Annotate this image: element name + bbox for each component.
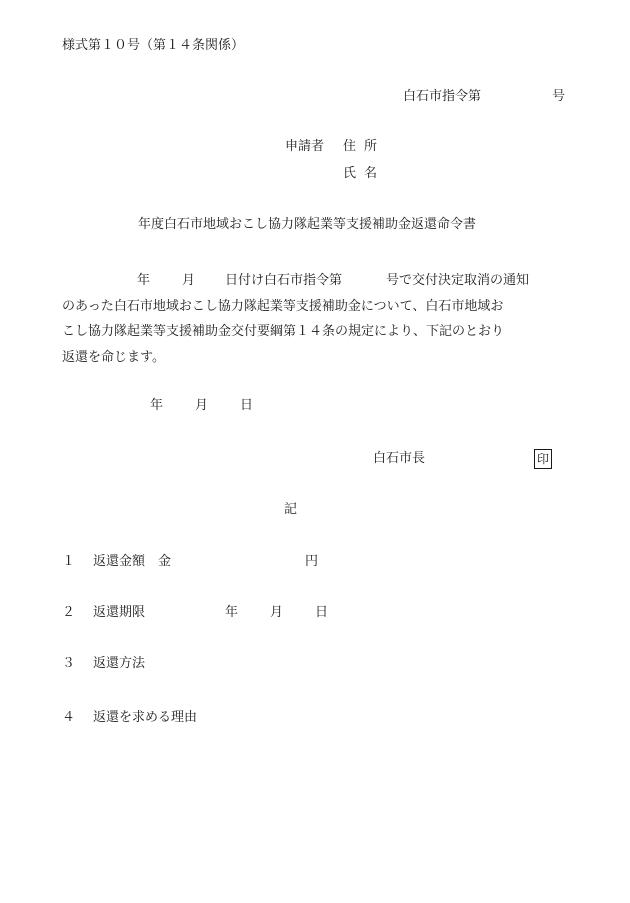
item-label: 返還金額: [93, 554, 146, 569]
body-line-1-rest: 日付け白石市指令第: [225, 273, 343, 288]
issue-date-day: 日: [240, 398, 254, 413]
seal-stamp: 印: [534, 449, 552, 469]
form-number: 様式第１０号（第１４条関係）: [62, 38, 245, 53]
deadline-month: 月: [270, 605, 284, 620]
deadline-year: 年: [225, 605, 239, 620]
amount-prefix: 金: [158, 554, 172, 569]
address-label: 住所: [343, 139, 386, 154]
item-number: １: [62, 554, 76, 569]
issue-date-year: 年: [150, 398, 164, 413]
item-refund-amount: [62, 554, 318, 570]
name-label: 氏名: [343, 166, 386, 181]
body-year-char: 年: [137, 273, 151, 288]
body-line-4: 返還を命じます。: [62, 349, 165, 365]
item-label: 返還を求める理由: [93, 710, 198, 725]
body-line-1-tail: 号で交付決定取消の通知: [386, 273, 530, 288]
deadline-day: 日: [315, 605, 329, 620]
issue-date: [150, 398, 253, 414]
item-number: ４: [62, 710, 76, 725]
item-number: ２: [62, 605, 76, 620]
document-number-prefix: 白石市指令第: [403, 89, 482, 104]
issue-date-month: 月: [195, 398, 209, 413]
item-refund-reason: [62, 710, 197, 726]
body-line-3: こし協力隊起業等支援補助金交付要綱第１４条の規定により、下記のとおり: [62, 324, 505, 339]
body-month-char: 月: [182, 273, 196, 288]
amount-suffix: 円: [305, 554, 319, 569]
item-refund-deadline: [62, 605, 328, 621]
item-number: ３: [62, 656, 76, 671]
item-label: 返還方法: [93, 656, 146, 671]
mayor-signature: 白石市長: [373, 451, 426, 466]
body-line-1: [62, 268, 582, 294]
ki-heading: 記: [284, 502, 298, 517]
item-refund-method: [62, 656, 145, 672]
body-paragraph: [62, 268, 582, 370]
body-line-2: のあった白石市地域おこし協力隊起業等支援補助金について、白石市地域お: [62, 298, 504, 314]
item-label: 返還期限: [93, 605, 146, 620]
document-title: 年度白石市地域おこし協力隊起業等支援補助金返還命令書: [138, 217, 477, 232]
applicant-label: 申請者: [285, 139, 325, 154]
document-number-suffix: 号: [552, 89, 566, 104]
